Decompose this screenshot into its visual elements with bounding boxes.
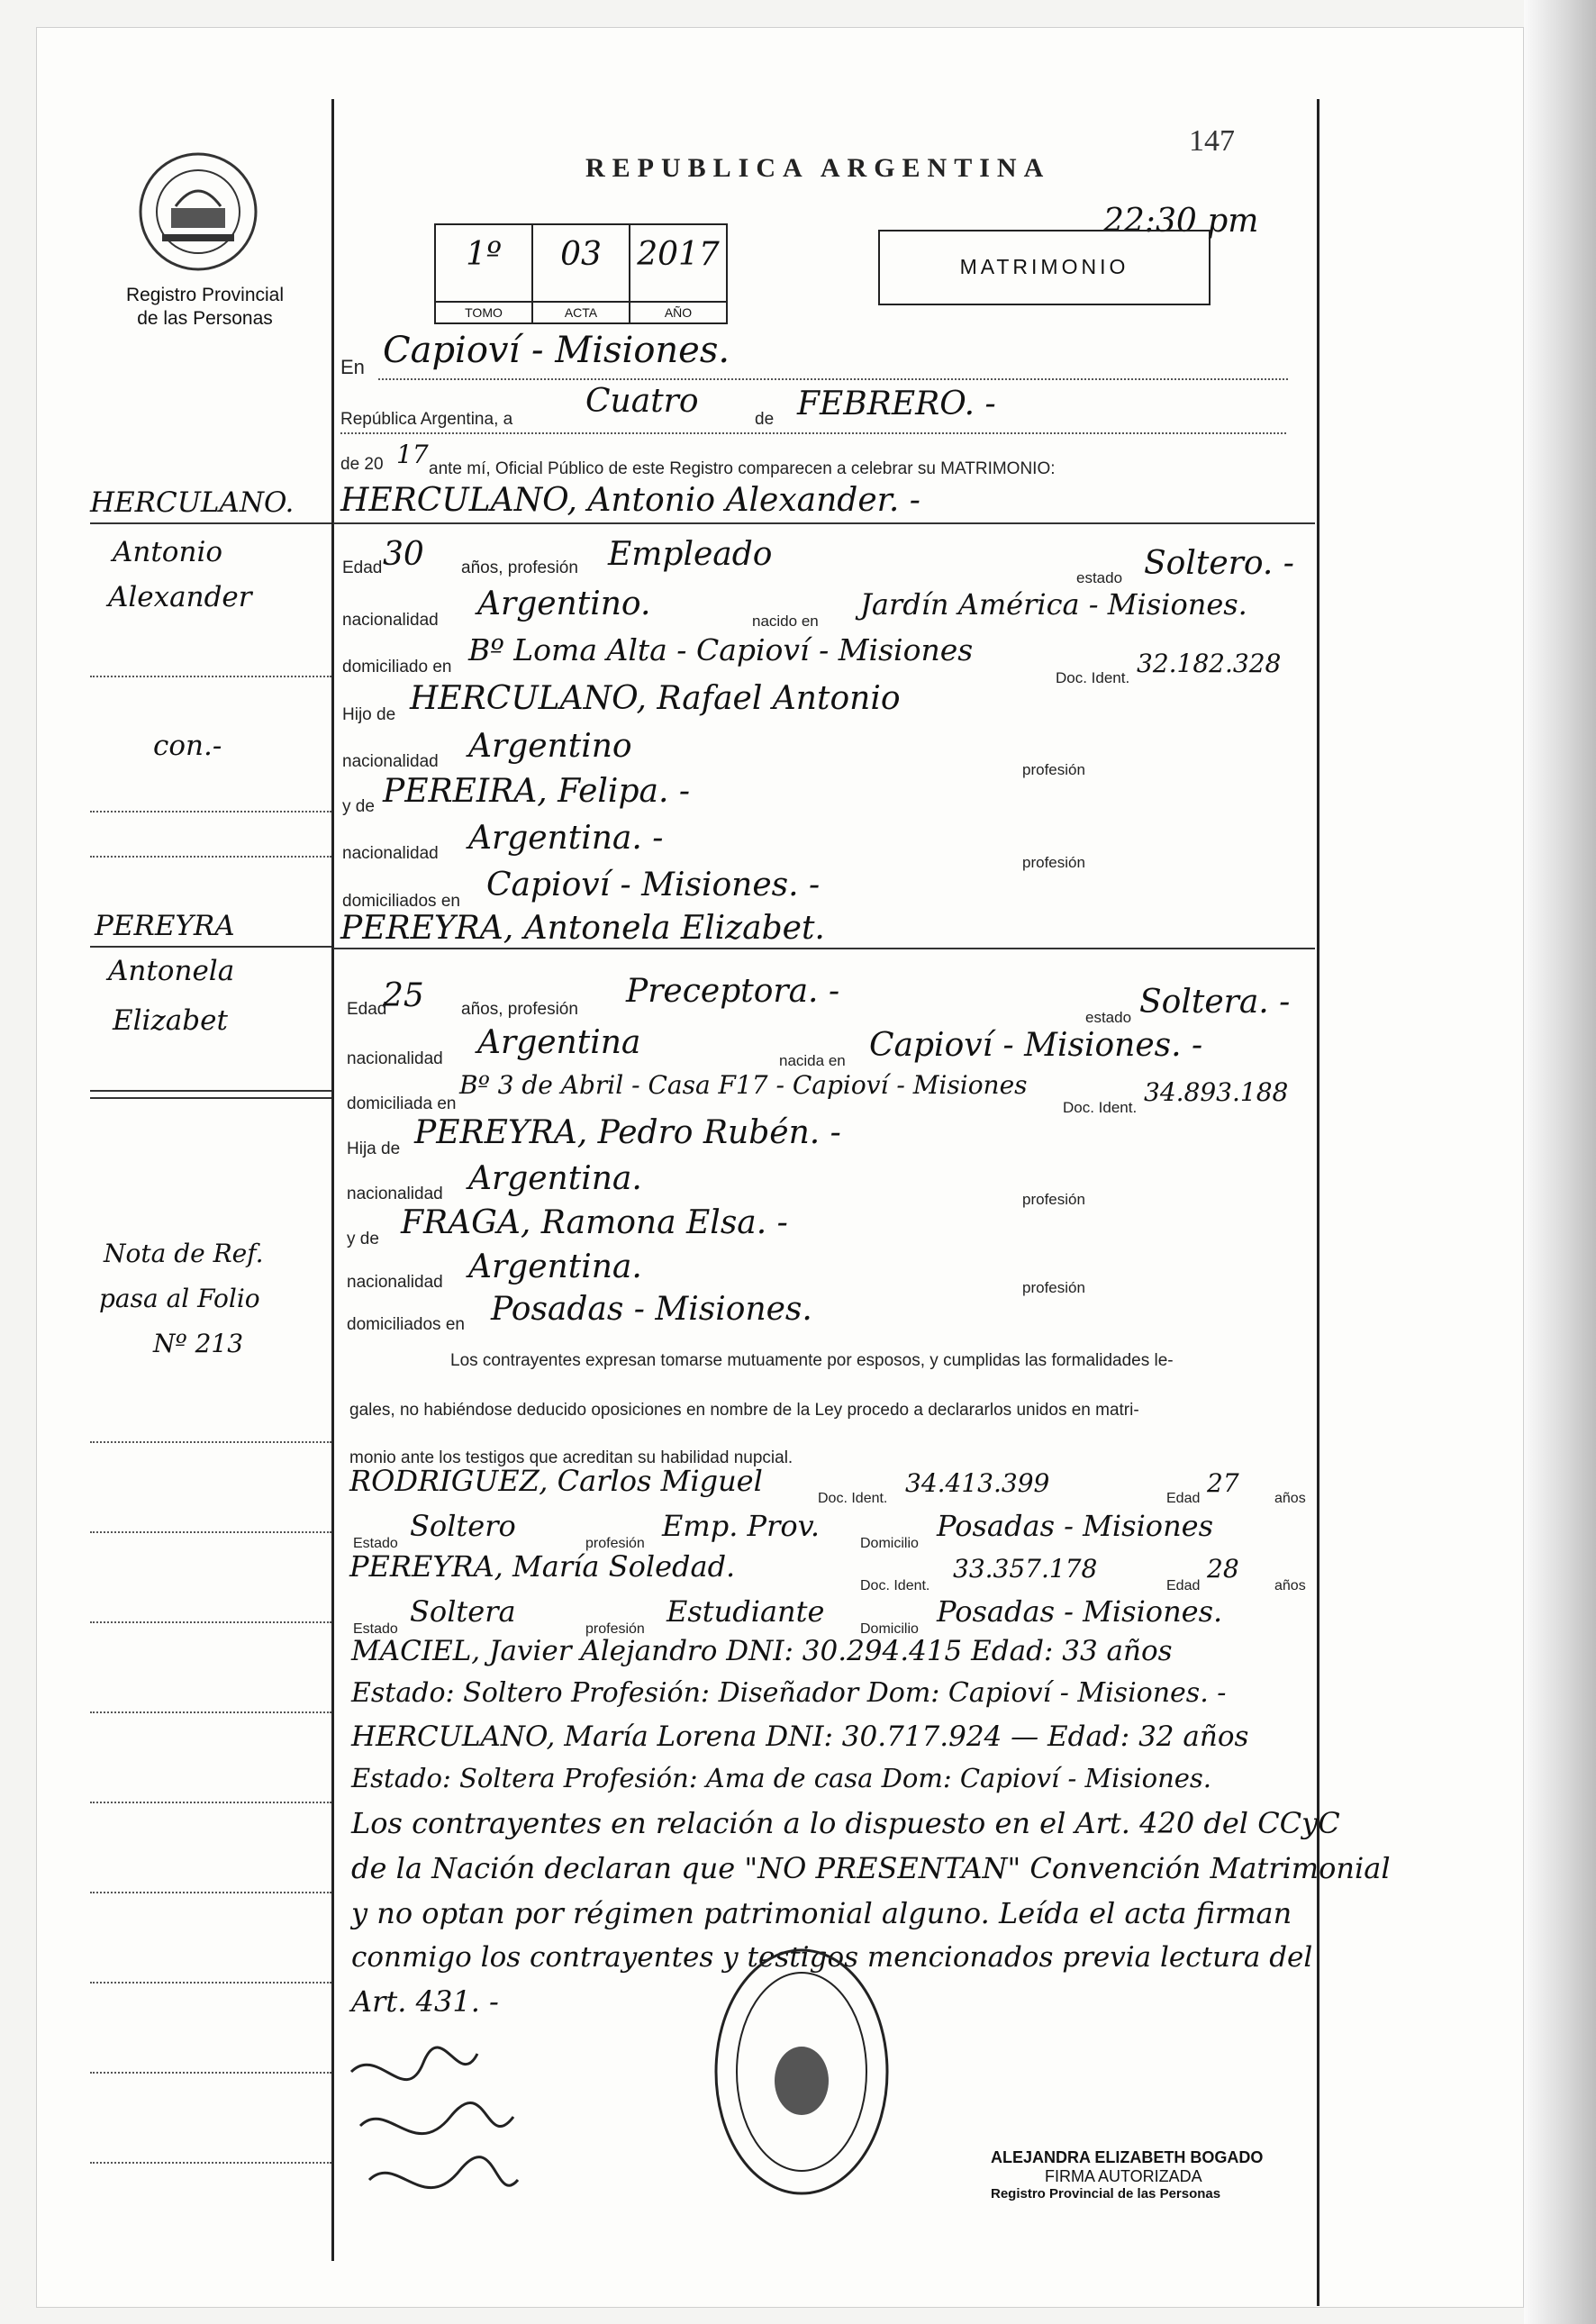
declaration-line-1: Los contrayentes expresan tomarse mutuamente por esposos, y cumplidas las formalidades le- bbox=[450, 1351, 1174, 1370]
section-rule bbox=[333, 948, 1315, 949]
registry-line-1: Registro Provincial bbox=[125, 285, 285, 305]
groom-nationality: Argentino. bbox=[477, 586, 651, 622]
acta-value: 03 bbox=[560, 236, 602, 273]
section-rule bbox=[333, 522, 1315, 524]
witness-1-estado-label: Estado bbox=[353, 1536, 398, 1551]
groom-domicilio-label: domiciliado en bbox=[342, 658, 452, 676]
witness-1-profession: Emp. Prov. bbox=[662, 1509, 821, 1543]
right-rule bbox=[1317, 99, 1319, 2306]
bride-father-prof-label: profesión bbox=[1022, 1191, 1085, 1208]
margin-note-line-3: Nº 213 bbox=[153, 1329, 244, 1358]
witness-2-doc: 33.357.178 bbox=[953, 1554, 1098, 1584]
groom-full-name: HERCULANO, Antonio Alexander. - bbox=[340, 482, 920, 519]
groom-doc: 32.182.328 bbox=[1137, 649, 1282, 678]
dotted-line bbox=[90, 1892, 331, 1893]
groom-address: Bº Loma Alta - Capioví - Misiones bbox=[468, 632, 974, 667]
bride-edad-label: Edad bbox=[347, 1000, 387, 1019]
bride-father-nat: Argentina. bbox=[468, 1160, 642, 1197]
witness-3-line-1: MACIEL, Javier Alejandro DNI: 30.294.415 Edad: 33 años bbox=[351, 1635, 1173, 1667]
margin-rule-line bbox=[90, 1090, 331, 1092]
registry-line-2: de las Personas bbox=[137, 308, 273, 329]
groom-mother: PEREIRA, Felipa. - bbox=[383, 773, 690, 810]
witness-2-dom-label: Domicilio bbox=[860, 1621, 919, 1637]
dotted-line bbox=[90, 1531, 331, 1533]
bride-civil-status: Soltera. - bbox=[1139, 984, 1291, 1021]
bride-domicilio-label: domiciliada en bbox=[347, 1094, 457, 1113]
bride-age: 25 bbox=[383, 977, 424, 1014]
bride-address: Bº 3 de Abril - Casa F17 - Capioví - Misiones bbox=[459, 1070, 1028, 1100]
witness-2-prof-label: profesión bbox=[585, 1621, 645, 1637]
groom-edad-label: Edad bbox=[342, 558, 383, 577]
bride-profesion-label: años, profesión bbox=[461, 1000, 578, 1019]
groom-profesion-label: años, profesión bbox=[461, 558, 578, 577]
groom-hijo-label: Hijo de bbox=[342, 705, 396, 724]
groom-father-prof-label: profesión bbox=[1022, 761, 1085, 778]
groom-profession: Empleado bbox=[608, 536, 773, 573]
margin-rule-line bbox=[90, 522, 331, 524]
anio-cell bbox=[630, 225, 726, 322]
witness-4-line-2: Estado: Soltera Profesión: Ama de casa Dom: Capioví - Misiones. bbox=[351, 1763, 1212, 1793]
bride-nacida-label: nacida en bbox=[779, 1052, 846, 1069]
en-label: En bbox=[340, 356, 365, 378]
witness-1-prof-label: profesión bbox=[585, 1536, 645, 1551]
acta-label: ACTA bbox=[533, 301, 629, 322]
margin-groom-first: Antonio bbox=[113, 536, 223, 568]
acta-cell bbox=[533, 225, 630, 322]
bride-doc: 34.893.188 bbox=[1144, 1077, 1289, 1107]
folio-number: 147 bbox=[1189, 124, 1235, 158]
groom-mother-nat: Argentina. - bbox=[468, 820, 664, 857]
witness-1-age: 27 bbox=[1207, 1468, 1239, 1498]
witness-2-address: Posadas - Misiones. bbox=[937, 1594, 1223, 1629]
de-label: de bbox=[755, 410, 775, 429]
dotted-line bbox=[378, 378, 1288, 380]
day-value: Cuatro bbox=[585, 383, 699, 420]
groom-father: HERCULANO, Rafael Antonio bbox=[410, 680, 901, 717]
groom-father-nat: Argentino bbox=[468, 728, 632, 765]
bride-mother: FRAGA, Ramona Elsa. - bbox=[401, 1204, 788, 1241]
marriage-type-label: MATRIMONIO bbox=[959, 255, 1129, 278]
provincial-emblem-icon bbox=[135, 149, 261, 275]
margin-bride-first: Antonela bbox=[108, 955, 235, 987]
tomo-value: 1º bbox=[466, 236, 502, 273]
book-edge bbox=[1524, 0, 1596, 2324]
seal-title: FIRMA AUTORIZADA bbox=[1045, 2167, 1202, 2185]
groom-mother-nat-label: nacionalidad bbox=[342, 844, 439, 863]
dotted-line bbox=[90, 1802, 331, 1803]
year-prefix: de 20 bbox=[340, 455, 384, 474]
groom-parents-dom-label: domiciliados en bbox=[342, 892, 460, 911]
page-title: REPUBLICA ARGENTINA bbox=[585, 153, 1051, 183]
groom-parents-address: Capioví - Misiones. - bbox=[486, 867, 821, 903]
margin-rule-line bbox=[90, 1097, 331, 1099]
witness-1-edad-label: Edad bbox=[1166, 1491, 1201, 1506]
marriage-type-box bbox=[878, 230, 1211, 305]
official-stamp-icon bbox=[712, 1946, 892, 2198]
witness-1-name: RODRIGUEZ, Carlos Miguel bbox=[349, 1464, 763, 1498]
bride-estado-label: estado bbox=[1085, 1009, 1132, 1026]
witness-4-line-1: HERCULANO, María Lorena DNI: 30.717.924 — Edad: 32 años bbox=[351, 1720, 1249, 1753]
declaration-line-2: gales, no habiéndose deducido oposiciones en nombre de la Ley procedo a declararlos unidos en matri- bbox=[349, 1401, 1139, 1420]
anio-value: 2017 bbox=[637, 236, 720, 273]
bride-hija-label: Hija de bbox=[347, 1139, 401, 1158]
witness-1-anos-label: años bbox=[1274, 1491, 1306, 1506]
bride-profession: Preceptora. - bbox=[626, 973, 840, 1010]
tomo-label: TOMO bbox=[436, 301, 531, 322]
bride-parents-dom-label: domiciliados en bbox=[347, 1315, 465, 1334]
witness-2-profession: Estudiante bbox=[667, 1594, 825, 1629]
witness-2-name: PEREYRA, María Soledad. bbox=[349, 1549, 736, 1584]
groom-father-nat-label: nacionalidad bbox=[342, 752, 439, 771]
closing-line-2: de la Nación declaran que "NO PRESENTAN" Convención Matrimonial bbox=[351, 1851, 1391, 1885]
dotted-line bbox=[90, 1441, 331, 1443]
margin-con: con.- bbox=[153, 730, 222, 762]
dotted-line bbox=[90, 2072, 331, 2074]
bride-full-name: PEREYRA, Antonela Elizabet. bbox=[340, 910, 825, 947]
groom-age: 30 bbox=[383, 536, 424, 573]
bride-doc-label: Doc. Ident. bbox=[1063, 1099, 1138, 1116]
place-value: Capioví - Misiones. bbox=[383, 330, 730, 371]
record-box bbox=[434, 223, 728, 324]
republica-label: República Argentina, a bbox=[340, 410, 513, 429]
margin-rule bbox=[331, 99, 334, 2261]
seal-office: Registro Provincial de las Personas bbox=[991, 2186, 1221, 2201]
witness-2-status: Soltera bbox=[410, 1594, 516, 1629]
closing-line-1: Los contrayentes en relación a lo dispuesto en el Art. 420 del CCyC bbox=[351, 1806, 1340, 1840]
tomo-cell bbox=[436, 225, 533, 322]
registry-name bbox=[99, 284, 311, 331]
groom-estado-label: estado bbox=[1076, 569, 1123, 586]
witness-2-estado-label: Estado bbox=[353, 1621, 398, 1637]
groom-civil-status: Soltero. - bbox=[1144, 545, 1294, 582]
witness-1-doc: 34.413.399 bbox=[905, 1468, 1050, 1498]
dotted-line bbox=[90, 2162, 331, 2164]
year-suffix: 17 bbox=[396, 440, 429, 469]
anio-label: AÑO bbox=[630, 301, 726, 322]
witness-1-status: Soltero bbox=[410, 1509, 516, 1543]
margin-note-line-1: Nota de Ref. bbox=[104, 1239, 264, 1268]
closing-line-4: conmigo los contrayentes y testigos mencionados previa lectura del bbox=[351, 1941, 1313, 1974]
bride-mother-nat: Argentina. bbox=[468, 1248, 642, 1285]
bride-father: PEREYRA, Pedro Rubén. - bbox=[414, 1114, 841, 1151]
bride-mother-prof-label: profesión bbox=[1022, 1279, 1085, 1296]
dotted-line bbox=[90, 1711, 331, 1713]
margin-bride-middle: Elizabet bbox=[113, 1004, 228, 1037]
margin-note-line-2: pasa al Folio bbox=[99, 1284, 260, 1313]
groom-doc-label: Doc. Ident. bbox=[1056, 669, 1130, 686]
margin-bride-surname: PEREYRA bbox=[95, 910, 235, 942]
groom-yde-label: y de bbox=[342, 797, 375, 816]
bride-nacionalidad-label: nacionalidad bbox=[347, 1049, 443, 1068]
witness-2-doc-label: Doc. Ident. bbox=[860, 1578, 930, 1593]
groom-mother-prof-label: profesión bbox=[1022, 854, 1085, 871]
dotted-line bbox=[90, 676, 331, 677]
witness-2-age: 28 bbox=[1207, 1554, 1239, 1584]
dotted-line bbox=[340, 432, 1286, 434]
closing-line-3: y no optan por régimen patrimonial alguno. Leída el acta firman bbox=[351, 1896, 1292, 1930]
bride-parents-address: Posadas - Misiones. bbox=[491, 1291, 812, 1328]
ante-text: ante mí, Oficial Público de este Registro comparecen a celebrar su MATRIMONIO: bbox=[429, 459, 1056, 478]
dotted-line bbox=[90, 1982, 331, 1984]
witness-1-doc-label: Doc. Ident. bbox=[818, 1491, 888, 1506]
bride-yde-label: y de bbox=[347, 1230, 379, 1248]
bride-father-nat-label: nacionalidad bbox=[347, 1185, 443, 1203]
dotted-line bbox=[90, 1621, 331, 1623]
bride-birthplace: Capioví - Misiones. - bbox=[869, 1027, 1203, 1064]
closing-line-5: Art. 431. - bbox=[351, 1984, 499, 2019]
groom-nacido-label: nacido en bbox=[752, 613, 819, 630]
witness-2-anos-label: años bbox=[1274, 1578, 1306, 1593]
witness-2-edad-label: Edad bbox=[1166, 1578, 1201, 1593]
bride-nationality: Argentina bbox=[477, 1024, 641, 1061]
time-note: 22:30 pm bbox=[1103, 203, 1259, 240]
margin-groom-middle: Alexander bbox=[108, 581, 252, 613]
authorized-signature-seal bbox=[991, 2148, 1263, 2201]
groom-birthplace: Jardín América - Misiones. bbox=[860, 587, 1247, 622]
dotted-line bbox=[90, 856, 331, 858]
groom-nacionalidad-label: nacionalidad bbox=[342, 611, 439, 630]
signatures-icon bbox=[342, 2036, 522, 2234]
month-value: FEBRERO. - bbox=[797, 386, 996, 422]
margin-groom-surname: HERCULANO. bbox=[90, 486, 295, 519]
margin-rule-line bbox=[90, 946, 331, 948]
seal-name: ALEJANDRA ELIZABETH BOGADO bbox=[991, 2148, 1264, 2166]
declaration-line-3: monio ante los testigos que acreditan su habilidad nupcial. bbox=[349, 1448, 793, 1467]
witness-3-line-2: Estado: Soltero Profesión: Diseñador Dom: Capioví - Misiones. - bbox=[351, 1677, 1227, 1709]
dotted-line bbox=[90, 811, 331, 812]
bride-mother-nat-label: nacionalidad bbox=[347, 1273, 443, 1292]
witness-1-dom-label: Domicilio bbox=[860, 1536, 919, 1551]
witness-1-address: Posadas - Misiones bbox=[937, 1509, 1214, 1543]
